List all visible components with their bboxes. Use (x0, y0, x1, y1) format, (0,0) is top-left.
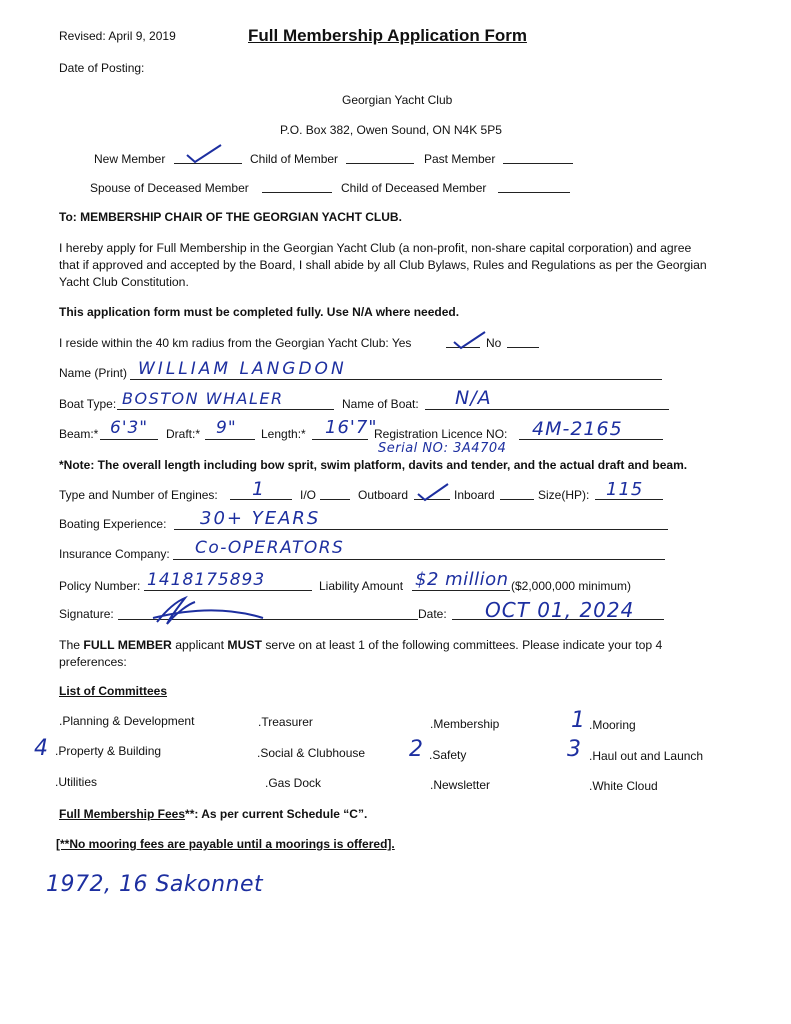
boat-name-value: N/A (455, 387, 492, 409)
liability-label: Liability Amount (319, 579, 404, 593)
committee-instruction-line-2: preferences: (59, 655, 127, 669)
haul-preference: 3 (567, 737, 582, 762)
name-field[interactable] (130, 379, 662, 380)
inboard-label: Inboard (454, 488, 495, 502)
committees-heading: List of Committees (59, 684, 168, 698)
serial-value: Serial NO: 3A4704 (378, 441, 507, 456)
name-value: WILLIAM LANGDON (138, 359, 347, 379)
experience-label: Boating Experience: (59, 517, 167, 531)
past-member-blank[interactable] (503, 163, 573, 164)
past-member-label: Past Member (424, 152, 496, 166)
policy-label: Policy Number: (59, 579, 141, 593)
complete-notice: This application form must be completed fully. Use N/A where needed. (59, 305, 460, 319)
outboard-label: Outboard (358, 488, 409, 502)
to-line: To: MEMBERSHIP CHAIR OF THE GEORGIAN YACHT CLUB. (59, 210, 402, 224)
club-address: P.O. Box 382, Owen Sound, ON N4K 5P5 (280, 123, 502, 137)
revised-date: Revised: April 9, 2019 (59, 29, 176, 43)
committee-instruction (59, 637, 759, 671)
new-member-label: New Member (94, 152, 166, 166)
committee-instruction-line-1: The FULL MEMBER applicant MUST serve on at least 1 of the following committees. Please indicate your top 4 (59, 638, 663, 652)
boat-name-label: Name of Boat: (342, 397, 419, 411)
intro-line-2: that if approved and accepted by the Board, I shall abide by all Club Bylaws, Rules and Regulations as per the Georgian (59, 258, 707, 272)
size-label: Size(HP): (538, 488, 590, 502)
reside-no-blank[interactable] (507, 347, 539, 348)
child-of-deceased-label: Child of Deceased Member (341, 181, 487, 195)
committee-white-cloud: .White Cloud (589, 779, 658, 793)
experience-value: 30+ YEARS (200, 508, 321, 529)
beam-value: 6'3" (110, 418, 149, 438)
size-value: 115 (606, 479, 644, 500)
child-of-deceased-blank[interactable] (498, 192, 570, 193)
child-of-member-label: Child of Member (250, 152, 339, 166)
reside-no-label: No (486, 336, 502, 350)
spouse-of-deceased-blank[interactable] (262, 192, 332, 193)
signature-scribble (145, 592, 275, 632)
policy-field[interactable] (144, 590, 312, 591)
mooring-preference: 1 (571, 708, 586, 733)
experience-field[interactable] (174, 529, 668, 530)
intro-line-1: I hereby apply for Full Membership in the Georgian Yacht Club (a non-profit, non-share capital corporation) and agree (59, 241, 692, 255)
committee-newsletter: .Newsletter (430, 778, 491, 792)
club-name: Georgian Yacht Club (342, 93, 453, 107)
date-label: Date: (418, 607, 447, 621)
reside-yes-checkmark (452, 330, 488, 350)
liability-minimum: ($2,000,000 minimum) (511, 579, 632, 593)
handwritten-note: 1972, 16 Sakonnet (46, 872, 264, 897)
length-note: *Note: The overall length including bow sprit, swim platform, davits and tender, and the actual draft and beam. (59, 458, 688, 472)
insurance-label: Insurance Company: (59, 547, 170, 561)
new-member-checkmark (185, 143, 225, 165)
boat-type-value: BOSTON WHALER (122, 389, 284, 408)
intro-paragraph (59, 240, 759, 291)
beam-field[interactable] (100, 439, 158, 440)
draft-value: 9" (216, 418, 237, 438)
boat-type-label: Boat Type: (59, 397, 117, 411)
boat-type-field[interactable] (117, 409, 334, 410)
intro-line-3: Yacht Club Constitution. (59, 275, 189, 289)
committee-planning: .Planning & Development (59, 714, 195, 728)
draft-label: Draft:* (166, 427, 201, 441)
date-value: OCT 01, 2024 (485, 598, 635, 622)
committee-haul: .Haul out and Launch (589, 749, 704, 763)
licence-label: Registration Licence NO: (374, 427, 508, 441)
form-title: Full Membership Application Form (248, 26, 527, 45)
name-label: Name (Print) (59, 366, 128, 380)
beam-label: Beam:* (59, 427, 99, 441)
length-label: Length:* (261, 427, 306, 441)
committee-utilities: .Utilities (55, 775, 98, 789)
boat-name-field[interactable] (425, 409, 669, 410)
committee-treasurer: .Treasurer (258, 715, 313, 729)
insurance-value: Co-OPERATORS (195, 538, 345, 558)
committee-social: .Social & Clubhouse (257, 746, 366, 760)
insurance-field[interactable] (173, 559, 665, 560)
signature-label: Signature: (59, 607, 114, 621)
mooring-fee-note: [**No mooring fees are payable until a moorings is offered]. (56, 837, 395, 851)
property-preference: 4 (34, 736, 49, 761)
spouse-of-deceased-label: Spouse of Deceased Member (90, 181, 249, 195)
liability-value: $2 million (415, 569, 509, 590)
io-label: I/O (300, 488, 317, 502)
length-field[interactable] (312, 439, 368, 440)
date-of-posting-label: Date of Posting: (59, 61, 145, 75)
safety-preference: 2 (409, 737, 424, 762)
committee-gas-dock: .Gas Dock (265, 776, 322, 790)
fees-line: Full Membership Fees**: As per current Schedule “C”. (59, 807, 368, 821)
licence-value: 4M-2165 (532, 418, 623, 440)
io-field[interactable] (320, 499, 350, 500)
engines-label: Type and Number of Engines: (59, 488, 218, 502)
committee-membership: .Membership (430, 717, 500, 731)
draft-field[interactable] (205, 439, 255, 440)
committee-safety: .Safety (429, 748, 467, 762)
reside-question: I reside within the 40 km radius from the Georgian Yacht Club: Yes (59, 336, 412, 350)
child-of-member-blank[interactable] (346, 163, 414, 164)
inboard-field[interactable] (500, 499, 534, 500)
length-value: 16'7" (325, 417, 378, 438)
liability-field[interactable] (412, 590, 510, 591)
outboard-checkmark (416, 482, 450, 502)
committee-property: .Property & Building (55, 744, 162, 758)
committee-mooring: .Mooring (589, 718, 636, 732)
policy-value: 1418175893 (147, 570, 266, 590)
engines-value: 1 (252, 478, 266, 500)
